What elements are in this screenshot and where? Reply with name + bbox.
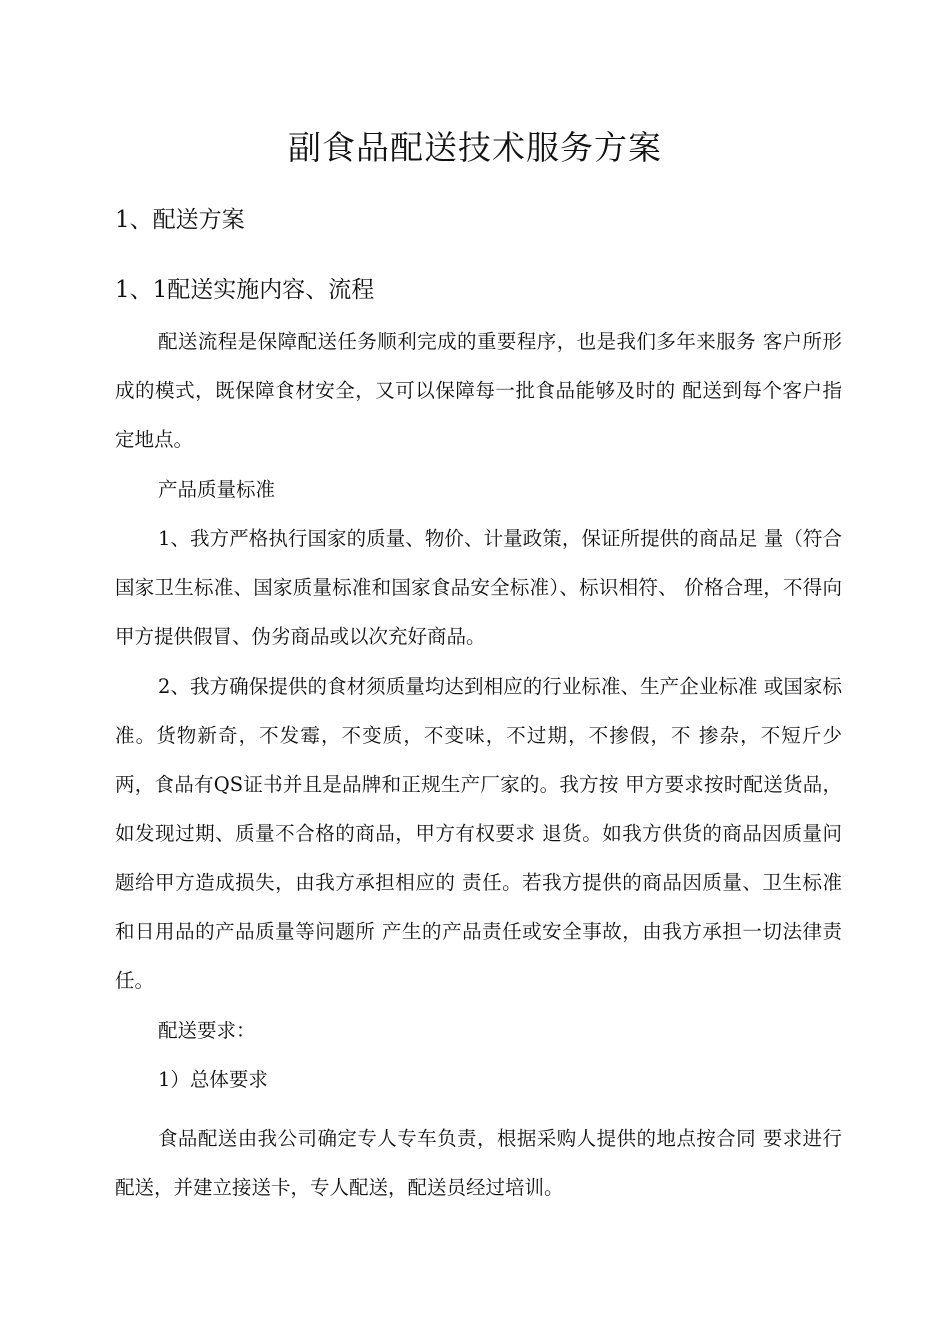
paragraph-quality-item-2: 2、我方确保提供的食材须质量均达到相应的行业标准、生产企业标准 或国家标准。货物新奇，不发霉，不变质，不变味，不过期，不掺假，不 掺杂，不短斤少两，食品有QS证书并且是品牌和正规生产厂家的。我方按 甲方要求按时配送货品，如发现过期、质量不合格的商品，甲方有权要求 退货。如我方供货的商品因质量问题给甲方造成损失，由我方承担相应的 责任。若我方提供的商品因质量、卫生标准和日用品的产品质量等问题所 产生的产品责任或安全事故，由我方承担一切法律责任。	[115, 675, 842, 992]
document-title: 副食品配送技术服务方案	[288, 128, 662, 167]
paragraph-general-requirements-heading: 1）总体要求	[158, 1068, 268, 1091]
paragraph-delivery-process: 配送流程是保障配送任务顺利完成的重要程序，也是我们多年来服务 客户所形成的模式，既保障食材安全，又可以保障每一批食品能够及时的 配送到每个客户指定地点。	[115, 330, 842, 451]
paragraph-delivery-requirements-heading: 配送要求：	[158, 1019, 256, 1042]
paragraph-general-requirements: 食品配送由我公司确定专人专车负责，根据采购人提供的地点按合同 要求进行配送，并建立接送卡，专人配送，配送员经过培训。	[115, 1127, 842, 1199]
paragraph-quality-item-1: 1、我方严格执行国家的质量、物价、计量政策，保证所提供的商品足 量（符合国家卫生标准、国家质量标准和国家食品安全标准）、标识相符、 价格合理，不得向甲方提供假冒、伪劣商品或以次充好商品。	[115, 527, 842, 648]
paragraph-quality-standard-heading: 产品质量标准	[158, 478, 276, 501]
subsection-heading: 1、1配送实施内容、流程	[115, 277, 375, 303]
section-heading: 1、配送方案	[115, 207, 245, 233]
